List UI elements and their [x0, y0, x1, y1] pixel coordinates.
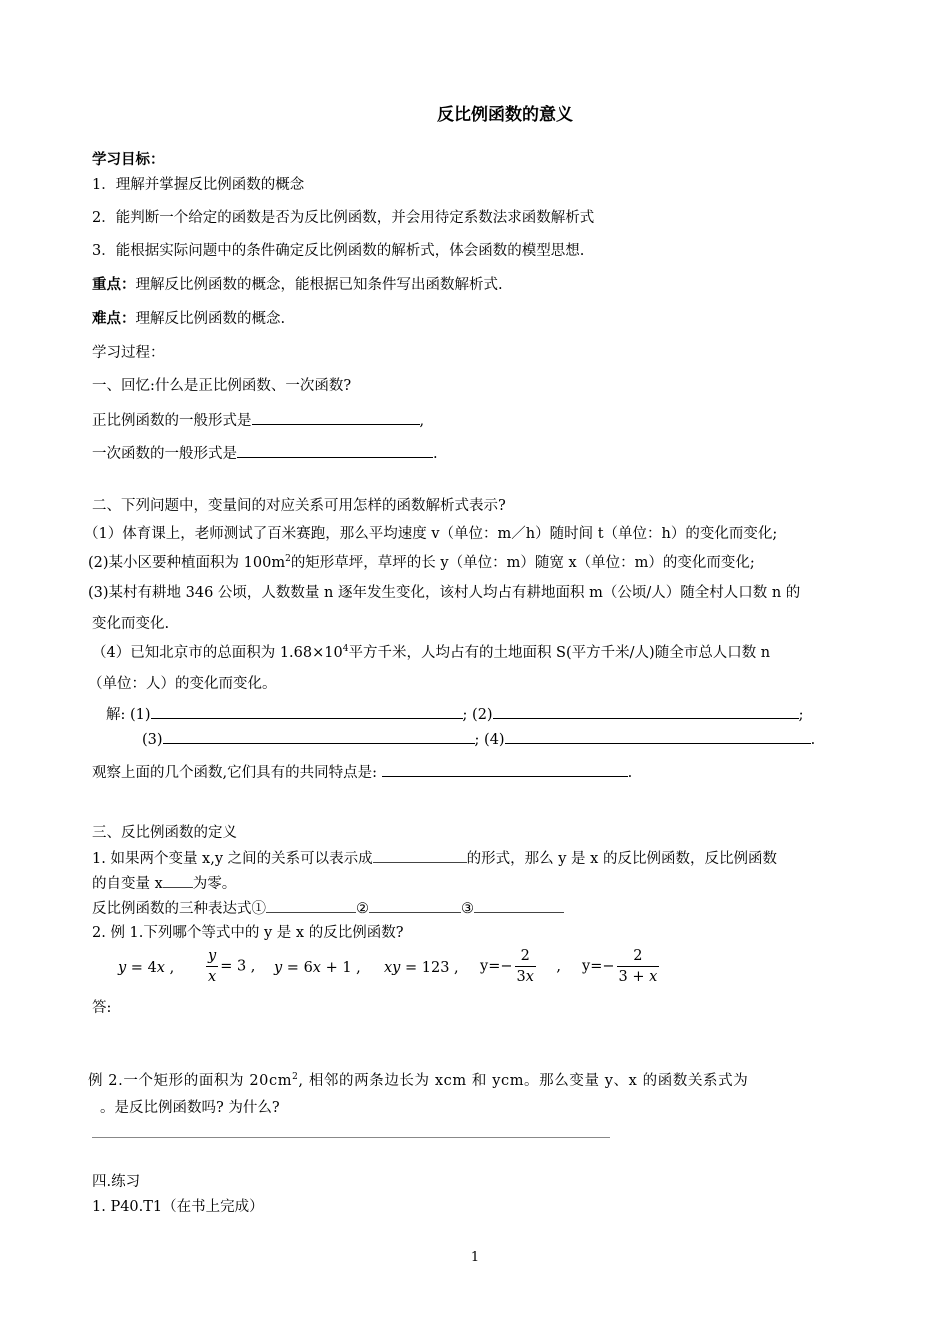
page-title: 反比例函数的意义 [437, 105, 573, 125]
solution-4-end: . [810, 732, 816, 748]
form-3-label: ③ [461, 901, 474, 917]
question-3: (3)某村有耕地 346 公顷，人数数量 n 逐年发生变化，该村人均占有耕地面积 m（公顷/人）随全村人口数 n 的 [88, 585, 801, 601]
solution-4-blank[interactable] [505, 729, 811, 744]
question-2 [88, 553, 755, 573]
difficulty [92, 309, 285, 329]
goals-heading: 学习目标： [92, 151, 165, 168]
linear-form-end: . [433, 446, 438, 462]
equation-1: y = 4x , [118, 960, 175, 976]
question-4-cont: （单位：人）的变化而变化。 [88, 676, 277, 692]
solution-1-blank[interactable] [151, 704, 463, 719]
question-4-text-a: （4）已知北京市的总面积为 1.68×10 [92, 645, 343, 661]
example-2-text-a: 例 2.一个矩形的面积为 20cm [88, 1073, 293, 1089]
linear-form-line [92, 443, 438, 464]
question-2-text-b: 的矩形草坪，草坪的长 y（单位：m）随宽 x（单位：m）的变化而变化; [290, 555, 755, 571]
solution-2-end: ; [798, 707, 804, 723]
answer-line[interactable] [92, 1137, 610, 1138]
section4-heading: 四.练习 [92, 1174, 141, 1190]
goal-item-3: 3．能根据实际问题中的条件确定反比例函数的解析式，体会函数的模型思想. [92, 243, 585, 259]
observe-blank[interactable] [382, 762, 628, 777]
definition-text-a: 1. 如果两个变量 x,y 之间的关系可以表示成 [92, 851, 373, 867]
question-3-cont: 变化而变化. [92, 616, 170, 632]
linear-form-blank[interactable] [237, 443, 433, 458]
form-2-label: ② [356, 901, 369, 917]
solution-3-blank[interactable] [163, 729, 475, 744]
solution-2-label: ; (2) [462, 707, 493, 723]
equation-4: xy = 123 , [384, 960, 459, 976]
observe-label: 观察上面的几个函数,它们具有的共同特点是: [92, 765, 377, 781]
equation-5: y=− $\frac{2}{3x}$ , [480, 948, 561, 985]
question-1: （1）体育课上，老师测试了百米赛跑，那么平均速度 v（单位：m／h）随时间 t（单位：h）的变化而变化; [84, 526, 778, 542]
observe-end: . [627, 765, 633, 781]
form-3-blank[interactable] [474, 898, 564, 913]
question-2-sup: 2 [285, 554, 291, 565]
definition-text-b: 的形式，那么 y 是 x 的反比例函数，反比例函数 [466, 851, 777, 867]
question-4-sup: 4 [342, 644, 349, 655]
definition-cont [92, 873, 236, 894]
solution-3-label: (3) [142, 732, 163, 748]
page-number: 1 [470, 1250, 480, 1265]
definition-text-c: 的自变量 x [92, 876, 163, 892]
form-1-blank[interactable] [266, 898, 356, 913]
equation-2: $\frac{y}{x}$ = 3 , [208, 948, 256, 985]
direct-form-blank[interactable] [252, 410, 420, 425]
goal-item-1: 1．理解并掌握反比例函数的概念 [92, 177, 305, 193]
solution-2-blank[interactable] [493, 704, 799, 719]
example-2-sup: 2 [292, 1072, 299, 1083]
process-heading: 学习过程： [92, 345, 165, 361]
solution-row-1 [106, 704, 803, 725]
section3-heading: 三、反比例函数的定义 [92, 825, 237, 841]
question-2-text-a: (2)某小区要种植面积为 100m [88, 555, 286, 571]
definition-text-d: 为零。 [192, 876, 237, 892]
direct-form-label: 正比例函数的一般形式是 [92, 413, 252, 429]
key-text: 理解反比例函数的概念，能根据已知条件写出函数解析式. [135, 277, 503, 293]
equation-3: y = 6x + 1 , [274, 960, 361, 976]
goal-item-2: 2．能判断一个给定的函数是否为反比例函数，并会用待定系数法求函数解析式 [92, 210, 595, 226]
definition-line [92, 848, 777, 869]
exercise-1: 1. P40.T1（在书上完成） [92, 1199, 264, 1215]
observe-line [92, 762, 632, 783]
example-1: 2. 例 1.下列哪个等式中的 y 是 x 的反比例函数? [92, 925, 404, 941]
question-4 [92, 643, 770, 663]
question-4-text-b: 平方千米，人均占有的土地面积 S(平方千米/人)随全市总人口数 n [348, 645, 771, 661]
forms-label: 反比例函数的三种表达式① [92, 901, 266, 917]
direct-form-line [92, 410, 424, 431]
answer-label: 答: [92, 1000, 112, 1016]
review-question: 一、回忆:什么是正比例函数、一次函数? [92, 378, 352, 394]
direct-form-end: , [419, 413, 425, 429]
solution-4-label: ; (4) [474, 732, 505, 748]
example-2-cont: 。是反比例函数吗? 为什么? [100, 1100, 280, 1116]
difficulty-text: 理解反比例函数的概念. [135, 311, 286, 327]
variable-blank[interactable] [163, 873, 193, 888]
solution-1-label: 解: (1) [106, 707, 151, 723]
section2-heading: 二、下列问题中，变量间的对应关系可用怎样的函数解析式表示? [92, 498, 506, 514]
linear-form-label: 一次函数的一般形式是 [92, 446, 237, 462]
equation-6: y=− $\frac{2}{3 + x}$ [582, 948, 658, 985]
key-point [92, 275, 503, 295]
example-2 [88, 1071, 748, 1091]
definition-blank[interactable] [373, 848, 467, 863]
solution-row-2 [142, 729, 815, 750]
three-forms-line [92, 898, 564, 919]
key-label: 重点： [92, 276, 136, 293]
form-2-blank[interactable] [369, 898, 461, 913]
difficulty-label: 难点： [92, 310, 136, 327]
example-2-text-b: , 相邻的两条边长为 xcm 和 ycm。那么变量 y、x 的函数关系式为 [298, 1073, 749, 1089]
